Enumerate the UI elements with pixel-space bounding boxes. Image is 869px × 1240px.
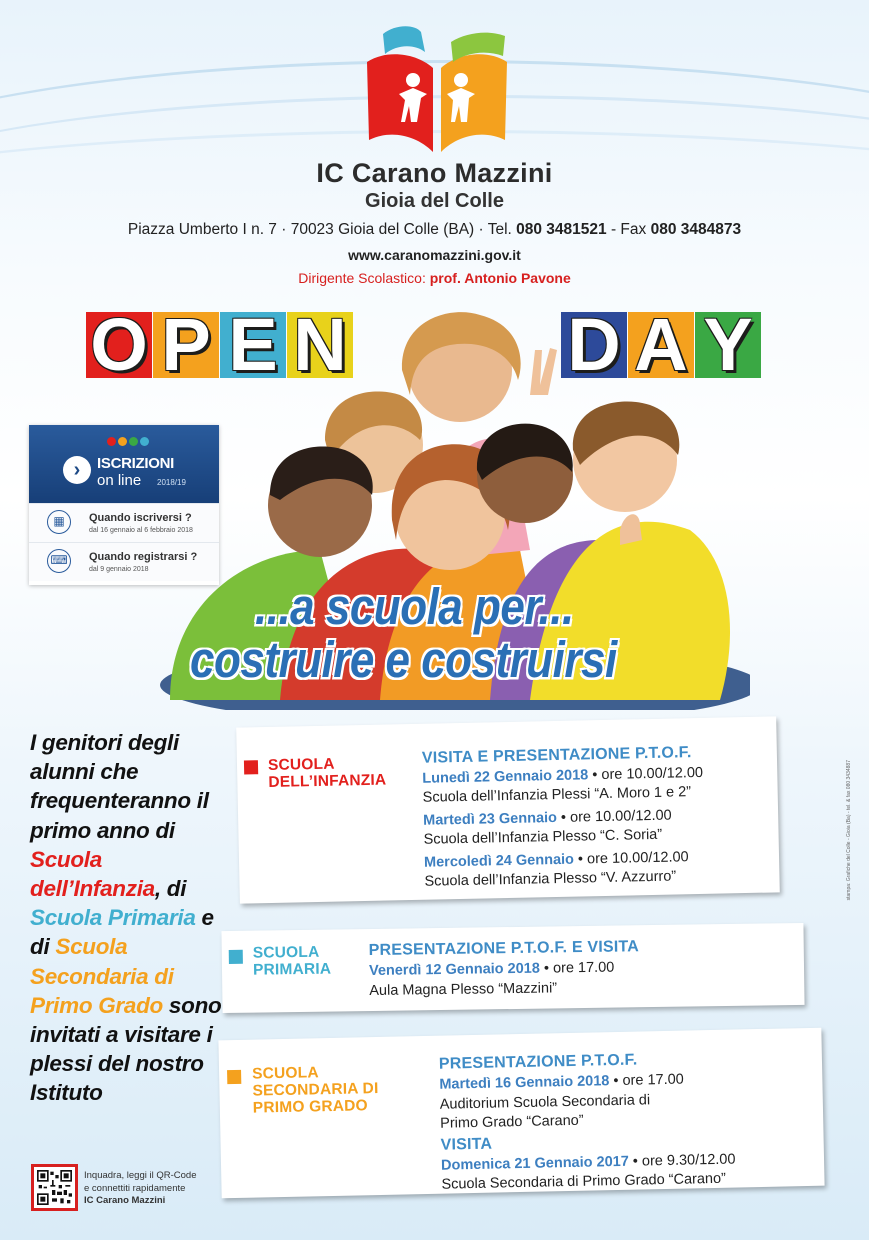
event-date: Domenica 21 Gennaio 2017: [440, 1153, 629, 1174]
invite-text: I genitori degli alunni che frequenteranno il primo anno di: [30, 730, 209, 843]
open-day-letter: E: [220, 312, 286, 378]
school-line: DELL’INFANZIA: [268, 771, 387, 792]
slogan-line-2: costruire e costruirsi: [190, 632, 617, 689]
infanzia-square-icon: [244, 760, 258, 774]
event-time: • ore 17.00: [609, 1071, 684, 1090]
school-logo-icon: [355, 22, 520, 160]
event-place: Scuola dell’Infanzia Plesso “C. Soria”: [423, 826, 663, 848]
qr-caption-line: Inquadra, leggi il QR-Code: [84, 1170, 197, 1181]
event-place: Aula Magna Plesso “Mazzini”: [369, 980, 558, 1000]
iscrizioni-dates: dal 9 gennaio 2018: [89, 566, 149, 573]
secondaria-heading-visita: VISITA: [440, 1135, 493, 1154]
event-place: Auditorium Scuola Secondaria di: [439, 1092, 651, 1113]
printer-note: stampa: Grafiche del Colle - Gioia (Ba) - tel. & fax 080 3434887: [846, 760, 852, 901]
event-date-line: [369, 960, 614, 979]
iscrizioni-subtitle: on line: [97, 472, 142, 489]
event-date-line: [424, 849, 689, 871]
event-date: Martedì 16 Gennaio 2018: [439, 1073, 610, 1093]
school-line: PRIMO GRADO: [252, 1097, 369, 1117]
miur-dots-icon: [107, 433, 151, 451]
tel-number: 080 3481521: [516, 221, 607, 238]
city-name: Gioia del Colle: [365, 190, 504, 212]
iscrizioni-row-iscriversi: [29, 503, 219, 542]
school-line: SCUOLA: [267, 755, 335, 775]
event-date: Martedì 23 Gennaio: [423, 809, 558, 829]
qr-caption-line: IC Carano Mazzini: [84, 1195, 166, 1206]
qr-code-icon: [37, 1170, 72, 1205]
fax-number: 080 3484873: [650, 221, 742, 238]
iscrizioni-year: 2018/19: [157, 478, 186, 487]
open-day-letter: D: [561, 312, 627, 378]
event-time: • ore 17.00: [539, 959, 615, 977]
event-time: • ore 10.00/12.00: [573, 849, 689, 868]
iscrizioni-dates: dal 16 gennaio al 6 febbraio 2018: [89, 527, 193, 534]
event-place: Scuola dell’Infanzia Plessi “A. Moro 1 e 2”: [422, 784, 692, 806]
iscrizioni-question: Quando iscriversi ?: [89, 512, 192, 524]
iscrizioni-header: [29, 425, 219, 503]
invitation-text: [30, 728, 230, 1108]
event-date-line: [441, 1152, 736, 1174]
event-time: • ore 9.30/12.00: [628, 1151, 736, 1170]
address-text: Piazza Umberto I n. 7 · 70023 Gioia del Colle (BA) · Tel.: [127, 221, 517, 238]
website-link[interactable]: www.caranomazzini.gov.it: [348, 247, 521, 263]
qr-caption-line: e connettiti rapidamente: [84, 1182, 186, 1194]
event-time: • ore 10.00/12.00: [588, 764, 704, 784]
invite-primaria: Scuola Primaria: [30, 905, 196, 931]
infanzia-school-name: [268, 755, 387, 791]
invite-text: , di: [154, 876, 187, 902]
open-day-letter: Y: [695, 312, 761, 378]
event-place: Scuola Secondaria di Primo Grado “Carano”: [441, 1170, 727, 1193]
secondaria-school-name: [252, 1063, 379, 1117]
primaria-panel: [221, 923, 804, 1013]
event-date: Mercoledì 24 Gennaio: [423, 851, 575, 871]
primaria-square-icon: [229, 950, 243, 964]
invite-text: e di: [30, 905, 214, 960]
event-time: • ore 10.00/12.00: [556, 807, 672, 826]
school-line: SCUOLA: [252, 943, 320, 962]
open-day-letter: N: [287, 312, 353, 378]
slogan-line-1: ...a scuola per...: [255, 579, 574, 636]
address-line: [0, 221, 869, 239]
infanzia-heading: VISITA E PRESENTAZIONE P.T.O.F.: [421, 744, 692, 767]
event-date: Lunedì 22 Gennaio 2018: [422, 767, 589, 787]
dirigente-line: [0, 270, 869, 286]
qr-caption: [84, 1170, 196, 1208]
primaria-heading: PRESENTAZIONE P.T.O.F. E VISITA: [368, 938, 640, 960]
event-date-line: [423, 808, 672, 829]
invite-secondaria: Scuola Secondaria di Primo Grado: [30, 934, 174, 1018]
primaria-school-name: [253, 944, 332, 979]
school-name: IC Carano Mazzini: [316, 158, 553, 188]
event-date-line: [439, 1072, 684, 1093]
open-day-letter: A: [628, 312, 694, 378]
event-place: Primo Grado “Carano”: [440, 1112, 584, 1132]
invite-text: sono invitati a visitare i plessi del nostro Istituto: [30, 992, 222, 1106]
invite-infanzia: Scuola dell’Infanzia: [30, 846, 155, 902]
event-date: Venerdì 12 Gennaio 2018: [368, 960, 540, 980]
fax-label: - Fax: [606, 221, 651, 238]
user-keyboard-icon: ⌨: [47, 549, 71, 573]
event-place: Scuola dell’Infanzia Plesso “V. Azzurro”: [424, 868, 677, 890]
iscrizioni-title: ISCRIZIONI: [97, 455, 175, 472]
event-date-line: [422, 765, 703, 787]
iscrizioni-online-card: [29, 425, 219, 585]
open-day-letter: P: [153, 312, 219, 378]
school-line: SCUOLA: [251, 1064, 319, 1083]
chevron-right-icon: ›: [63, 456, 91, 484]
secondaria-square-icon: [227, 1070, 241, 1084]
secondaria-panel: [218, 1028, 824, 1199]
secondaria-heading-presentazione: PRESENTAZIONE P.T.O.F.: [438, 1051, 638, 1073]
qr-code[interactable]: [31, 1164, 78, 1211]
calendar-icon: ▦: [47, 510, 71, 534]
iscrizioni-question: Quando registrarsi ?: [89, 551, 198, 563]
infanzia-panel: [236, 716, 780, 903]
iscrizioni-row-registrarsi: [29, 542, 219, 581]
open-day-letter: O: [86, 312, 152, 378]
dirigente-name: prof. Antonio Pavone: [429, 270, 571, 286]
school-line: PRIMARIA: [252, 960, 332, 979]
dirigente-label: Dirigente Scolastico:: [298, 270, 430, 286]
school-line: SECONDARIA DI: [252, 1079, 379, 1100]
